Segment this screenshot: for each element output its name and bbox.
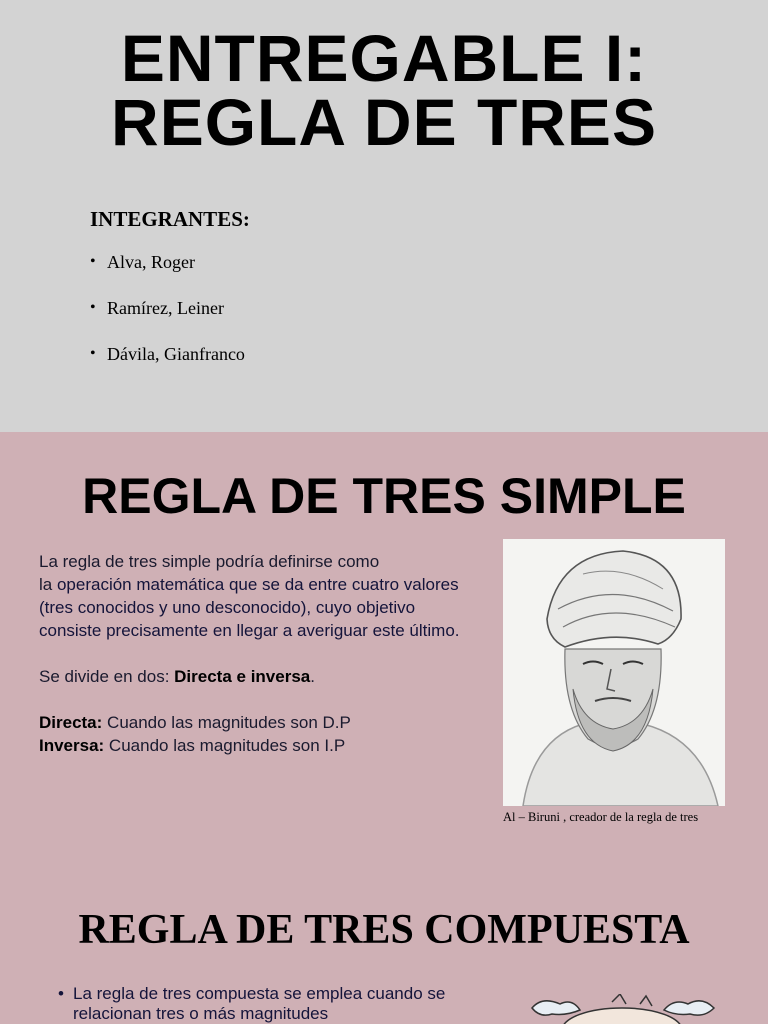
bullet: • [90,253,96,270]
bullet: • [90,345,96,362]
divide-bold: Directa e inversa [174,667,311,686]
bullet: • [90,299,96,316]
portrait-caption: Al – Biruni , creador de la regla de tres [503,810,699,824]
list-item [90,250,245,296]
title-line-1: ENTREGABLE I: [120,21,648,95]
definition-text [39,550,469,757]
member-name: Dávila, Gianfranco [107,344,245,364]
cartoon-character-image [522,994,722,1024]
slide-title [0,0,768,432]
slide-heading: REGLA DE TRES SIMPLE [82,468,686,524]
members-heading: INTEGRANTES: [90,207,250,231]
inverse-label: Inversa: [39,736,105,755]
divide-prefix: Se divide en dos: [39,667,175,686]
compound-text: La regla de tres compuesta se emplea cuando se relacionan tres o más magnitudes [73,984,446,1023]
al-biruni-portrait [503,539,725,806]
list-item [90,296,245,342]
bullet: • [58,984,64,1003]
slide-title-heading [0,21,768,159]
slide-regla-simple [0,432,768,1024]
list-item [90,342,245,388]
compound-list-item [58,984,478,1024]
direct-text: Cuando las magnitudes son D.P [102,713,351,732]
direct-label: Directa: [39,713,103,732]
member-name: Ramírez, Leiner [107,298,224,318]
definition-line-1: La regla de tres simple podría definirse como [39,552,380,571]
compound-heading: REGLA DE TRES COMPUESTA [78,907,690,953]
divide-suffix: . [310,667,315,686]
member-name: Alva, Roger [107,252,195,272]
types-paragraph [39,711,469,757]
divide-paragraph [39,665,469,688]
members-list [90,250,245,388]
title-line-2: REGLA DE TRES [111,85,657,159]
definition-line-2b: operación matemática que se da entre cuatro valores (tres conocidos y uno desconocido), cuyo objetivo consiste precisamente en llegar a averiguar este último. [39,575,460,640]
inverse-text: Cuando las magnitudes son I.P [104,736,346,755]
definition-paragraph [39,550,469,642]
definition-line-2a: la [39,575,57,594]
